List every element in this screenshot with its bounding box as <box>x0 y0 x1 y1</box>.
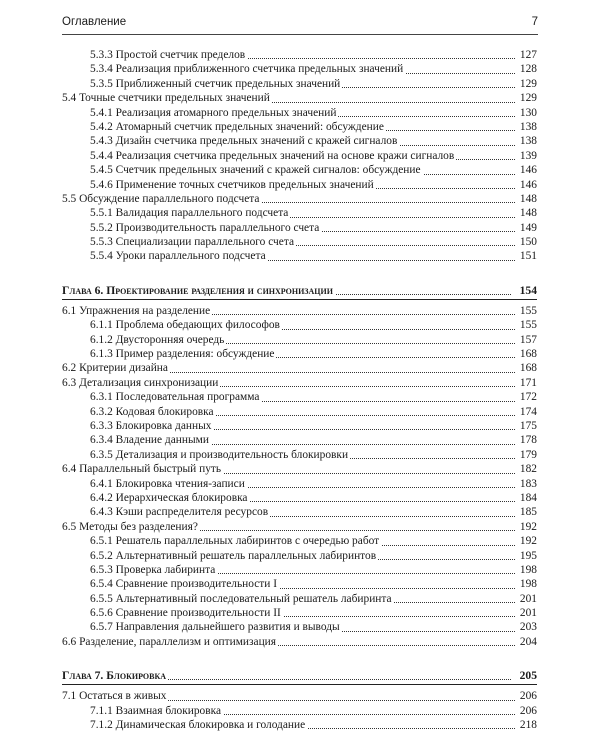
toc-entry-title: 5.5.4 Уроки параллельного подсчета <box>90 250 266 263</box>
toc-entry-title: 6.1.3 Пример разделения: обсуждение <box>90 348 275 361</box>
toc-entry-title: Глава 6. Проектирование разделения и синхронизации <box>62 283 333 297</box>
toc-entry-page: 185 <box>517 505 537 519</box>
toc-entry-title: 5.3.5 Приближенный счетчик предельных значений <box>90 77 341 90</box>
toc-entry-page: 155 <box>517 304 537 318</box>
toc-chapter-heading[interactable] <box>62 282 537 300</box>
toc-section-entry[interactable] <box>62 635 537 649</box>
toc-subsection-entry[interactable] <box>62 77 537 91</box>
toc-entry-page: 168 <box>517 347 537 361</box>
section-gap <box>62 649 537 667</box>
toc-entry-title: 6.3.3 Блокировка данных <box>90 419 212 432</box>
toc-entry-title: 6.2 Критерии дизайна <box>62 362 168 375</box>
toc-subsection-entry[interactable] <box>62 206 537 220</box>
toc-subsection-entry[interactable] <box>62 448 537 462</box>
toc-entry-title: 6.4.2 Иерархическая блокировка <box>90 491 248 504</box>
toc-subsection-entry[interactable] <box>62 163 537 177</box>
toc-subsection-entry[interactable] <box>62 534 537 548</box>
toc-entry-page: 179 <box>517 448 537 462</box>
toc-entry-page: 204 <box>517 635 537 649</box>
toc-entry-title: 6.3.4 Владение данными <box>90 434 209 447</box>
toc-subsection-entry[interactable] <box>62 405 537 419</box>
toc-entry-page: 198 <box>517 577 537 591</box>
toc-entry-title: 6.3 Детализация синхронизации <box>62 376 219 389</box>
toc-subsection-entry[interactable] <box>62 333 537 347</box>
toc-entry-title: 6.5.1 Решатель параллельных лабиринтов с очередью работ <box>90 535 380 548</box>
toc-subsection-entry[interactable] <box>62 221 537 235</box>
toc-entry-title: 5.4 Точные счетчики предельных значений <box>62 92 270 105</box>
toc-entry-title: 6.5.5 Альтернативный последовательный решатель лабиринта <box>90 592 392 605</box>
toc-entry-page: 203 <box>517 620 537 634</box>
toc-entry-page: 128 <box>517 62 537 76</box>
toc-entry-title: 6.5 Методы без разделения? <box>62 520 198 533</box>
toc-entry-title: 5.4.4 Реализация счетчика предельных значений на основе кражи сигналов <box>90 149 455 162</box>
toc-section-entry[interactable] <box>62 361 537 375</box>
toc-subsection-entry[interactable] <box>62 549 537 563</box>
toc-entry-title: Глава 7. Блокировка <box>62 669 167 683</box>
toc-entry-title: 5.4.5 Счетчик предельных значений с кражей сигналов: обсуждение <box>90 164 421 177</box>
toc-entry-page: 155 <box>517 318 537 332</box>
toc-section-entry[interactable] <box>62 376 537 390</box>
toc-entry-title: 5.3.4 Реализация приближенного счетчика предельных значений <box>90 63 404 76</box>
toc-section-entry[interactable] <box>62 520 537 534</box>
toc-entry-page: 195 <box>517 549 537 563</box>
toc-section-entry[interactable] <box>62 689 537 703</box>
toc-subsection-entry[interactable] <box>62 592 537 606</box>
toc-subsection-entry[interactable] <box>62 433 537 447</box>
toc-subsection-entry[interactable] <box>62 347 537 361</box>
toc-entry-title: 6.5.6 Сравнение производительности II <box>90 607 281 620</box>
toc-entry-page: 146 <box>517 163 537 177</box>
toc-subsection-entry[interactable] <box>62 704 537 718</box>
running-header-title: Оглавление <box>62 16 127 28</box>
toc-subsection-entry[interactable] <box>62 62 537 76</box>
toc-entry-title: 6.5.7 Направления дальнейшего развития и выводы <box>90 621 340 634</box>
toc-entry-page: 171 <box>517 376 537 390</box>
toc-entry-title: 6.6 Разделение, параллелизм и оптимизация <box>62 635 277 648</box>
toc-entry-title: 6.4.3 Кэши распределителя ресурсов <box>90 506 269 519</box>
toc-entry-page: 218 <box>517 718 537 732</box>
toc-entry-page: 157 <box>517 333 537 347</box>
toc-entry-page: 151 <box>517 249 537 263</box>
toc-subsection-entry[interactable] <box>62 390 537 404</box>
toc-entry-page: 154 <box>517 282 537 299</box>
toc-subsection-entry[interactable] <box>62 491 537 505</box>
toc-subsection-entry[interactable] <box>62 249 537 263</box>
toc-entry-page: 192 <box>517 534 537 548</box>
toc-entry-page: 206 <box>517 704 537 718</box>
toc-section-entry[interactable] <box>62 192 537 206</box>
toc-entry-page: 146 <box>517 178 537 192</box>
toc-subsection-entry[interactable] <box>62 577 537 591</box>
toc-entry-title: 6.5.4 Сравнение производительности I <box>90 578 277 591</box>
toc-section-entry[interactable] <box>62 462 537 476</box>
toc-entry-title: 6.3.1 Последовательная программа <box>90 391 260 404</box>
toc-entry-title: 6.4 Параллельный быстрый путь <box>62 463 222 476</box>
toc-subsection-entry[interactable] <box>62 606 537 620</box>
running-header <box>62 14 538 35</box>
toc-entry-title: 7.1.1 Взаимная блокировка <box>90 704 222 717</box>
toc-entry-page: 168 <box>517 361 537 375</box>
toc-entry-title: 5.5 Обсуждение параллельного подсчета <box>62 192 260 205</box>
toc-entry-page: 201 <box>517 592 537 606</box>
toc-entry-title: 6.1.1 Проблема обедающих философов <box>90 319 280 332</box>
toc-entry-page: 149 <box>517 221 537 235</box>
toc-entry-title: 6.3.2 Кодовая блокировка <box>90 405 214 418</box>
toc-entry-title: 6.3.5 Детализация и производительность блокировки <box>90 448 349 461</box>
toc-entry-page: 182 <box>517 462 537 476</box>
toc-entry-page: 129 <box>517 91 537 105</box>
toc-entry-title: 7.1 Остаться в живых <box>62 690 167 703</box>
toc-entry-page: 150 <box>517 235 537 249</box>
toc-entry-title: 5.5.2 Производительность параллельного счета <box>90 221 320 234</box>
toc-entry-title: 6.5.2 Альтернативный решатель параллельных лабиринтов <box>90 549 377 562</box>
table-of-contents <box>62 48 537 732</box>
section-gap <box>62 264 537 282</box>
toc-entry-page: 138 <box>517 134 537 148</box>
toc-entry-title: 6.5.3 Проверка лабиринта <box>90 563 216 576</box>
page-number: 7 <box>531 16 538 28</box>
toc-subsection-entry[interactable] <box>62 235 537 249</box>
toc-entry-page: 184 <box>517 491 537 505</box>
toc-subsection-entry[interactable] <box>62 318 537 332</box>
toc-subsection-entry[interactable] <box>62 178 537 192</box>
toc-subsection-entry[interactable] <box>62 149 537 163</box>
toc-entry-page: 175 <box>517 419 537 433</box>
toc-entry-page: 129 <box>517 77 537 91</box>
toc-entry-title: 6.4.1 Блокировка чтения-записи <box>90 477 245 490</box>
toc-entry-page: 178 <box>517 433 537 447</box>
toc-entry-title: 7.1.2 Динамическая блокировка и голодание <box>90 719 306 732</box>
toc-subsection-entry[interactable] <box>62 106 537 120</box>
toc-subsection-entry[interactable] <box>62 477 537 491</box>
toc-entry-title: 5.3.3 Простой счетчик пределов <box>90 49 246 61</box>
toc-entry-title: 5.4.2 Атомарный счетчик предельных значений: обсуждение <box>90 120 384 133</box>
toc-entry-page: 148 <box>517 206 537 220</box>
toc-subsection-entry[interactable] <box>62 419 537 433</box>
toc-entry-page: 174 <box>517 405 537 419</box>
toc-entry-page: 198 <box>517 563 537 577</box>
toc-entry-page: 139 <box>517 149 537 163</box>
toc-subsection-entry[interactable] <box>62 48 537 62</box>
toc-entry-title: 5.5.1 Валидация параллельного подсчета <box>90 207 289 220</box>
toc-section-entry[interactable] <box>62 91 537 105</box>
toc-entry-title: 5.5.3 Специализации параллельного счета <box>90 236 295 249</box>
toc-entry-page: 183 <box>517 477 537 491</box>
toc-subsection-entry[interactable] <box>62 620 537 634</box>
toc-entry-page: 201 <box>517 606 537 620</box>
toc-entry-title: 5.4.1 Реализация атомарного предельных значений <box>90 106 337 119</box>
toc-entry-page: 130 <box>517 106 537 120</box>
toc-section-entry[interactable] <box>62 304 537 318</box>
toc-entry-page: 138 <box>517 120 537 134</box>
toc-entry-page: 205 <box>517 667 537 684</box>
toc-subsection-entry[interactable] <box>62 134 537 148</box>
toc-entry-page: 172 <box>517 390 537 404</box>
toc-subsection-entry[interactable] <box>62 718 537 732</box>
toc-entry-page: 148 <box>517 192 537 206</box>
toc-entry-title: 5.4.6 Применение точных счетчиков предельных значений <box>90 178 374 191</box>
toc-entry-title: 6.1 Упражнения на разделение <box>62 304 211 317</box>
toc-entry-page: 127 <box>517 48 537 62</box>
toc-entry-title: 6.1.2 Двусторонняя очередь <box>90 333 225 346</box>
toc-entry-page: 206 <box>517 689 537 703</box>
toc-subsection-entry[interactable] <box>62 563 537 577</box>
toc-subsection-entry[interactable] <box>62 505 537 519</box>
toc-chapter-heading[interactable] <box>62 667 537 685</box>
toc-entry-title: 5.4.3 Дизайн счетчика предельных значений с кражей сигналов <box>90 135 398 148</box>
toc-entry-page: 192 <box>517 520 537 534</box>
toc-subsection-entry[interactable] <box>62 120 537 134</box>
